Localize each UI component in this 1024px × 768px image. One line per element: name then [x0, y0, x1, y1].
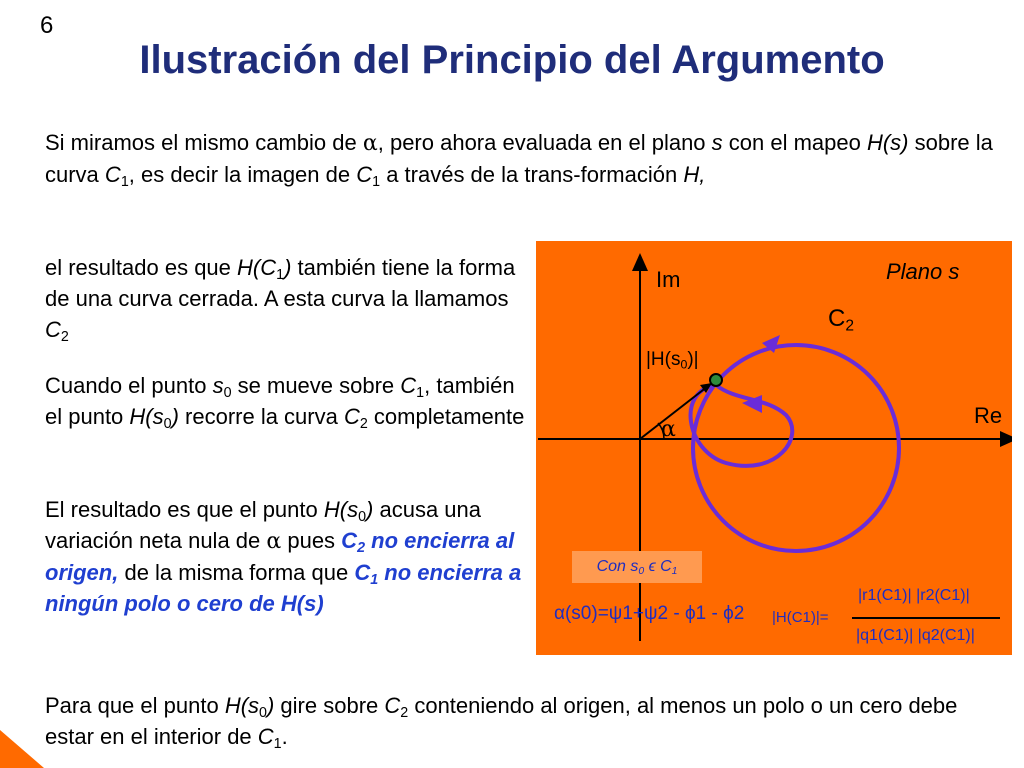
point-h-s0 [710, 374, 722, 386]
formula-denominator: |q1(C1)| |q2(C1)| [856, 627, 975, 644]
paragraph-final: Para que el punto $H(s_0)$ gire sobre $C_2$ conteniendo al origen, al menos un polo o un cero debe estar en el interior de $C_1$. [45, 693, 958, 752]
paragraph-intro: Si miramos el mismo cambio de α, pero ahora evaluada en el plano s con el mapeo H(s) sobre la curva $C_1$, es decir la imagen de $C_1$ a través de la trans-formación H, [45, 130, 993, 190]
paragraph-conclusion: El resultado es que el punto $H(s_0)$ acusa una variación neta nula de α pues $C_2$ no encierra al origen, de la misma forma que $C_1$ no encierra a ningún polo o cero de H(s) [45, 497, 522, 616]
formula-numerator: |r1(C1)| |r2(C1)| [858, 587, 970, 604]
label-c2: $C_2$ [828, 305, 855, 335]
corner-decoration [0, 730, 44, 768]
label-h-s0-magnitude: $|H(s_0)|$ [646, 349, 699, 372]
curve-c2-outer-loop [693, 345, 899, 551]
label-plano-s: Plano s [886, 259, 960, 284]
s-plane-diagram [536, 241, 1012, 655]
paragraph-result: el resultado es que $H(C_1)$ también tiene la forma de una curva cerrada. A esta curva la llamamos $C_2$ [45, 255, 516, 345]
label-re: Re [974, 403, 1003, 428]
label-alpha-angle: α [661, 417, 676, 442]
formula-alpha: α(s0)=ψ1+ψ2 - ϕ1 - ϕ2 [554, 603, 745, 624]
label-im: Im [656, 267, 681, 292]
paragraph-motion: Cuando el punto $s_0$ se mueve sobre $C_1$, también el punto $H(s_0)$ recorre la curva $C_2$ completamente [45, 373, 525, 432]
slide-title: Ilustración del Principio del Argumento [139, 38, 885, 82]
slide-number: 6 [40, 12, 54, 39]
formula-magnitude-lhs: |H(C1)|= [772, 609, 829, 626]
condition-box: Con $s_0$ ϵ $C_1$ [572, 551, 702, 583]
fraction-bar [852, 616, 1002, 620]
